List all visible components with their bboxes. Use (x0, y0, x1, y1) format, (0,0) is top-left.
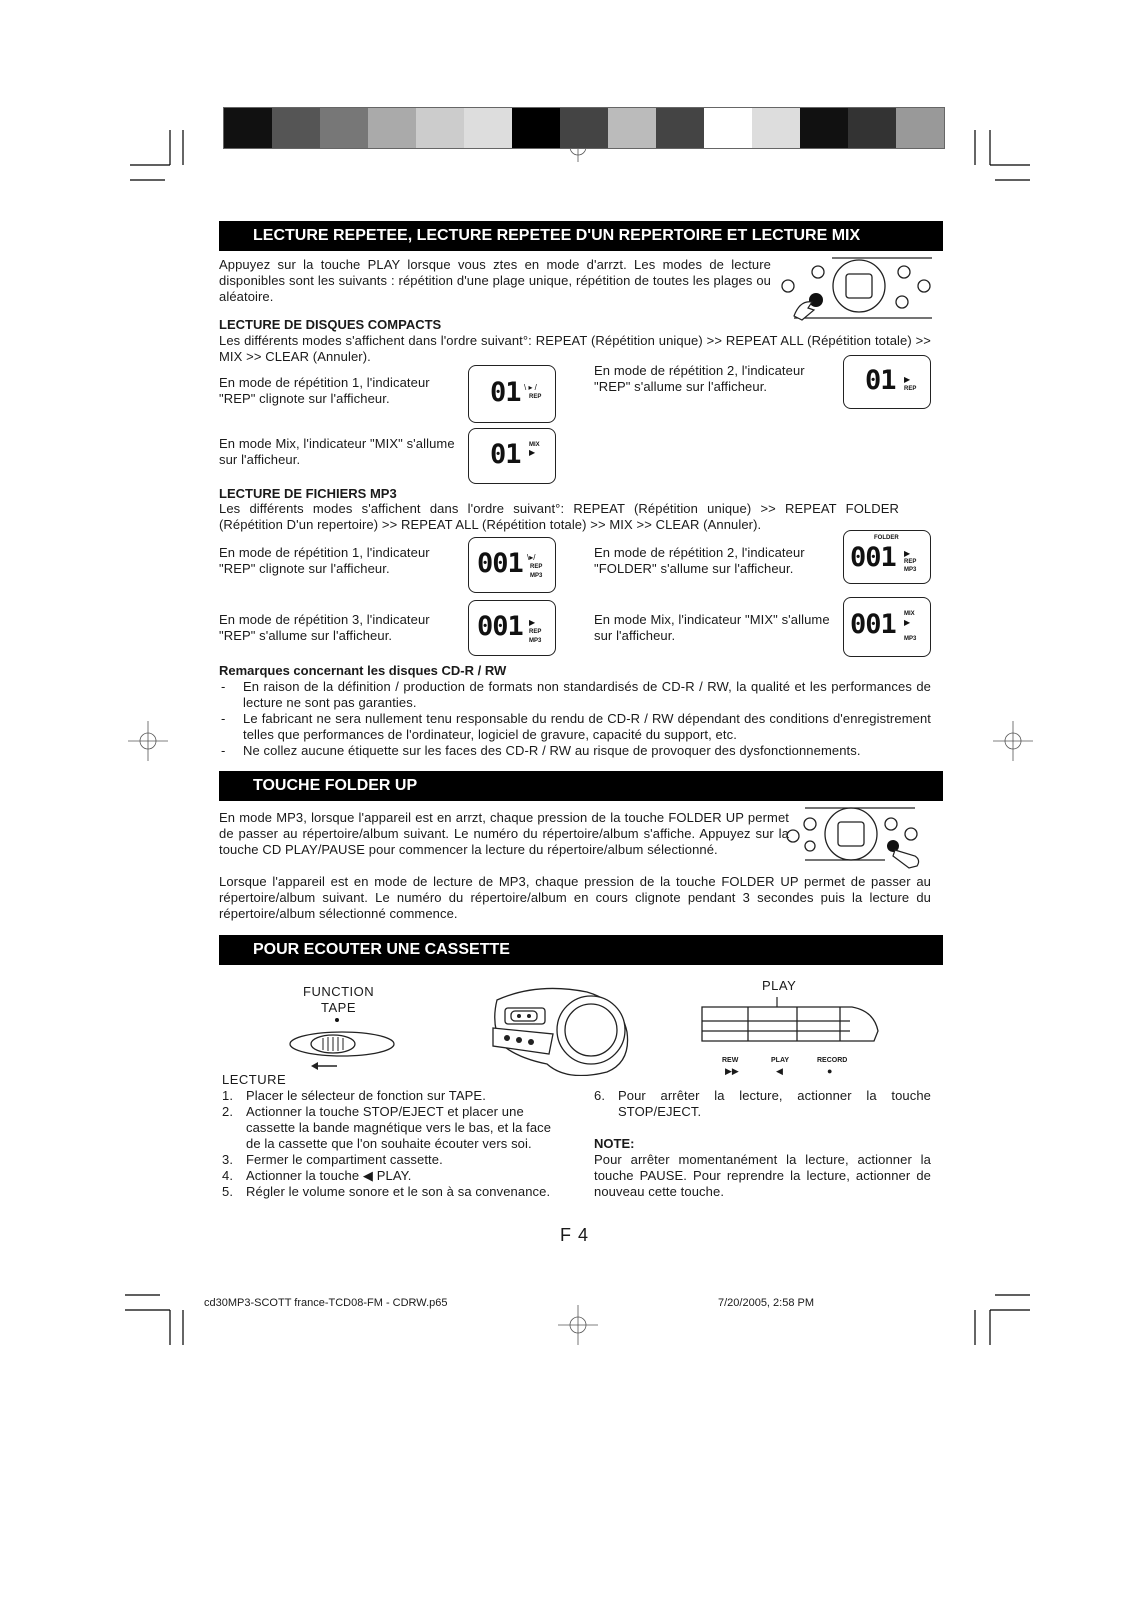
list-item: - En raison de la définition / production de formats non standardisés de CD-R / RW, la qualité et les performances de lecture ne sont pas garanties. (221, 679, 931, 710)
list-item: 3. Fermer le compartiment cassette. (222, 1152, 443, 1167)
stripe (560, 108, 608, 148)
lcd-mp3-indicator: MP3 (904, 636, 917, 642)
lecture-heading: LECTURE (222, 1072, 287, 1087)
play-indicator: ▶ (904, 375, 911, 384)
step-text: Régler le volume sonore et le son à sa convenance. (246, 1184, 551, 1199)
stripe (320, 108, 368, 148)
cd-modes: Les différents modes s'affichent dans l'ordre suivant°: REPEAT (Répétition unique) >> REPEAT ALL (Répétition totale) >> MIX >> CLEAR (Annuler). (219, 333, 931, 364)
steps-list (222, 1088, 562, 1200)
lcd-mp3-rep2 (843, 530, 931, 584)
header-stripe-bar (223, 107, 945, 149)
play-reverse-icon: ◀ (776, 1066, 783, 1076)
cd-rep1-text: En mode de répétition 1, l'indicateur "REP" clignote sur l'afficheur. (219, 375, 430, 406)
folder-up-para1: En mode MP3, lorsque l'appareil est en arrzt, chaque pression de la touche FOLDER UP permet de passer au répertoire/album suivant. Le numéro du répertoire/album s'affiche. Appuyez sur la touche CD PLAY/PAUSE pour commencer la lecture du répertoire/album sélectionné. (219, 810, 789, 857)
note-text: Le fabricant ne sera nullement tenu responsable du rendu de CD-R / RW dépendant des conditions d'enregistrement telles que performances de l'ordinateur, logiciel de gravure, capacité du support, etc. (243, 711, 931, 742)
lcd-mp3-rep3 (468, 600, 556, 656)
mp3-rep3-text: En mode de répétition 3, l'indicateur "REP" s'allume sur l'afficheur. (219, 612, 430, 643)
cd-rep2-text: En mode de répétition 2, l'indicateur "REP" s'allume sur l'afficheur. (594, 363, 805, 394)
lcd-digits: 001 (477, 548, 523, 579)
folder-up-para2: Lorsque l'appareil est en mode de lecture de MP3, chaque pression de la touche FOLDER UP permet de passer au répertoire/album suivant. Le numéro du répertoire/album en cours clignote pendant 3 secondes puis la lecture du répertoire/album sélectionné commence. (219, 874, 931, 921)
lcd-digits: 001 (850, 609, 896, 640)
mp3-rep1-text: En mode de répétition 1, l'indicateur "REP" clignote sur l'afficheur. (219, 545, 430, 576)
lcd-digits: 01 (490, 377, 521, 408)
function-label: FUNCTION (303, 984, 375, 999)
tape-label: TAPE (321, 1000, 356, 1015)
list-item: - Le fabricant ne sera nullement tenu responsable du rendu de CD-R / RW dépendant des conditions d'enregistrement telles que performances de l'ordinateur, logiciel de gravure, capacité du support, etc. (221, 711, 931, 742)
list-item: 2. Actionner la touche STOP/EJECT et placer une cassette la bande magnétique vers le bas, et la face de la cassette que l'on souhaite écouter vers soi. (222, 1104, 552, 1151)
stripe (704, 108, 752, 148)
lcd-mp3-indicator: MP3 (529, 638, 542, 644)
lcd-digits: 001 (850, 542, 896, 573)
lcd-mix-indicator: MIX (904, 611, 915, 617)
step-text: Placer le sélecteur de fonction sur TAPE. (246, 1088, 486, 1103)
lcd-mix-indicator: MIX (529, 442, 540, 448)
lcd-digits: 01 (865, 365, 896, 396)
page-number: F 4 (560, 1225, 590, 1245)
function-selector-illustration (285, 1014, 400, 1074)
lcd-mp3-indicator: MP3 (904, 567, 917, 573)
note-text: Pour arrêter momentanément la lecture, actionner la touche PAUSE. Pour reprendre la lecture, actionner de nouveau cette touche. (594, 1152, 931, 1199)
lcd-digits: 01 (490, 439, 521, 470)
play-indicator: ▶ (904, 549, 911, 558)
step-text: Actionner la touche ◀ PLAY. (246, 1168, 412, 1183)
stripe (800, 108, 848, 148)
lcd-mp3-mix (843, 597, 931, 657)
stripe (464, 108, 512, 148)
stripe (848, 108, 896, 148)
lcd-mp3-indicator: MP3 (530, 573, 543, 579)
lcd-digits: 001 (477, 611, 523, 642)
play-indicator: ▶ (529, 448, 536, 457)
step-text: Actionner la touche STOP/EJECT et placer une cassette la bande magnétique vers le bas, et la face de la cassette que l'on souhaite écouter vers soi. (246, 1104, 552, 1151)
stripe (368, 108, 416, 148)
lcd-cd-mix (468, 428, 556, 484)
stripe (416, 108, 464, 148)
note-heading: NOTE: (594, 1136, 635, 1151)
mp3-modes: Les différents modes s'affichent dans l'ordre suivant°: REPEAT (Répétition unique) >> REPEAT FOLDER (Répétition D'un repertoire) >> REPEAT ALL (Répétition totale) >> MIX >> CLEAR (Annuler). (219, 501, 899, 532)
folder-up-button-illustration (785, 800, 945, 872)
tape-keys-illustration (700, 995, 880, 1055)
section-title-repeat: LECTURE REPETEE, LECTURE REPETEE D'UN REPERTOIRE ET LECTURE MIX (219, 221, 943, 251)
lcd-mp3-rep1 (468, 537, 556, 593)
mp3-rep2-text: En mode de répétition 2, l'indicateur "FOLDER" s'allume sur l'afficheur. (594, 545, 805, 576)
list-item: 1. Placer le sélecteur de fonction sur TAPE. (222, 1088, 486, 1103)
play-indicator: ▶ (529, 618, 536, 627)
footer-file: cd30MP3-SCOTT france-TCD08-FM - CDRW.p65 (204, 1297, 448, 1309)
play-label: PLAY (762, 978, 797, 993)
stripe (272, 108, 320, 148)
step-text: Pour arrêter la lecture, actionner la touche STOP/EJECT. (618, 1088, 931, 1119)
notes-list (219, 679, 931, 759)
list-item: 4. Actionner la touche ◀ PLAY. (222, 1168, 412, 1183)
cassette-player-illustration (487, 980, 635, 1076)
step-6 (594, 1088, 931, 1120)
fast-forward-icon: ▶▶ (725, 1066, 739, 1076)
note-text: En raison de la définition / production de formats non standardisés de CD-R / RW, la qualité et les performances de lecture ne sont pas garanties. (243, 679, 931, 710)
note-text: Ne collez aucune étiquette sur les faces des CD-R / RW au risque de provoquer des dysfonctionnements. (243, 743, 861, 758)
lcd-rep-indicator: REP (530, 564, 543, 570)
notes-heading: Remarques concernant les disques CD-R / RW (219, 663, 507, 678)
record-label: RECORD (817, 1057, 848, 1064)
lcd-cd-rep1 (468, 365, 556, 423)
lcd-cd-rep2 (843, 355, 931, 409)
section-title-folder-up: TOUCHE FOLDER UP (219, 771, 943, 801)
lcd-rep-indicator: REP (904, 559, 917, 565)
mp3-heading: LECTURE DE FICHIERS MP3 (219, 486, 397, 501)
stripe (752, 108, 800, 148)
lcd-rep-indicator: REP (904, 386, 917, 392)
step-text: Fermer le compartiment cassette. (246, 1152, 443, 1167)
list-item: - Ne collez aucune étiquette sur les faces des CD-R / RW au risque de provoquer des dysfonctionnements. (221, 743, 861, 758)
cd-mix-text: En mode Mix, l'indicateur "MIX" s'allume sur l'afficheur. (219, 436, 455, 467)
blink-marks: \ ▸ / (524, 383, 537, 392)
play-small-label: PLAY (771, 1057, 790, 1064)
footer-timestamp: 7/20/2005, 2:58 PM (718, 1297, 815, 1309)
section-title-cassette: POUR ECOUTER UNE CASSETTE (219, 935, 943, 965)
blink-marks: \▸/ (527, 553, 536, 562)
mp3-mix-text: En mode Mix, l'indicateur "MIX" s'allume sur l'afficheur. (594, 612, 830, 643)
lcd-folder-indicator: FOLDER (874, 535, 899, 541)
stripe (224, 108, 272, 148)
list-item: 6. Pour arrêter la lecture, actionner la touche STOP/EJECT. (594, 1088, 931, 1119)
stripe (512, 108, 560, 148)
lcd-rep-indicator: REP (529, 394, 542, 400)
rew-label: REW (722, 1057, 739, 1064)
stripe (896, 108, 944, 148)
cd-heading: LECTURE DE DISQUES COMPACTS (219, 317, 442, 332)
record-dot-icon: ● (827, 1066, 833, 1076)
repeat-intro: Appuyez sur la touche PLAY lorsque vous ztes en mode d'arrzt. Les modes de lecture disponibles sont les suivants : répétition d'une plage unique, répétition de toutes les plages ou aléatoire. (219, 257, 771, 304)
play-indicator: ▶ (904, 618, 911, 627)
stripe (656, 108, 704, 148)
stripe (608, 108, 656, 148)
list-item: 5. Régler le volume sonore et le son à sa convenance. (222, 1184, 551, 1199)
play-button-panel-illustration (772, 250, 942, 325)
lcd-rep-indicator: REP (529, 629, 542, 635)
